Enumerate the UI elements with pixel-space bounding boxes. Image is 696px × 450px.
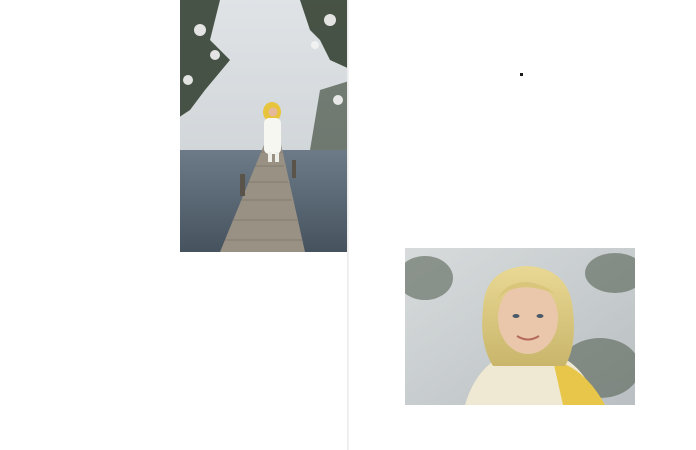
portrait-photo-svg xyxy=(405,248,635,405)
left-column-3 xyxy=(252,252,340,254)
left-page xyxy=(0,0,347,450)
photo-woman-on-pier xyxy=(180,0,347,252)
left-column-2-bottom xyxy=(180,365,248,367)
closing-line xyxy=(180,424,340,429)
left-column-1-bottom xyxy=(38,324,168,330)
right-column-1 xyxy=(396,56,508,62)
right-column-2 xyxy=(518,70,642,79)
end-mark-icon xyxy=(520,73,523,76)
photo-credit xyxy=(171,40,177,240)
photo-portrait-laura xyxy=(405,248,635,405)
left-column-1 xyxy=(38,62,168,67)
paragraph xyxy=(518,72,642,77)
pier-photo-svg xyxy=(180,0,347,252)
